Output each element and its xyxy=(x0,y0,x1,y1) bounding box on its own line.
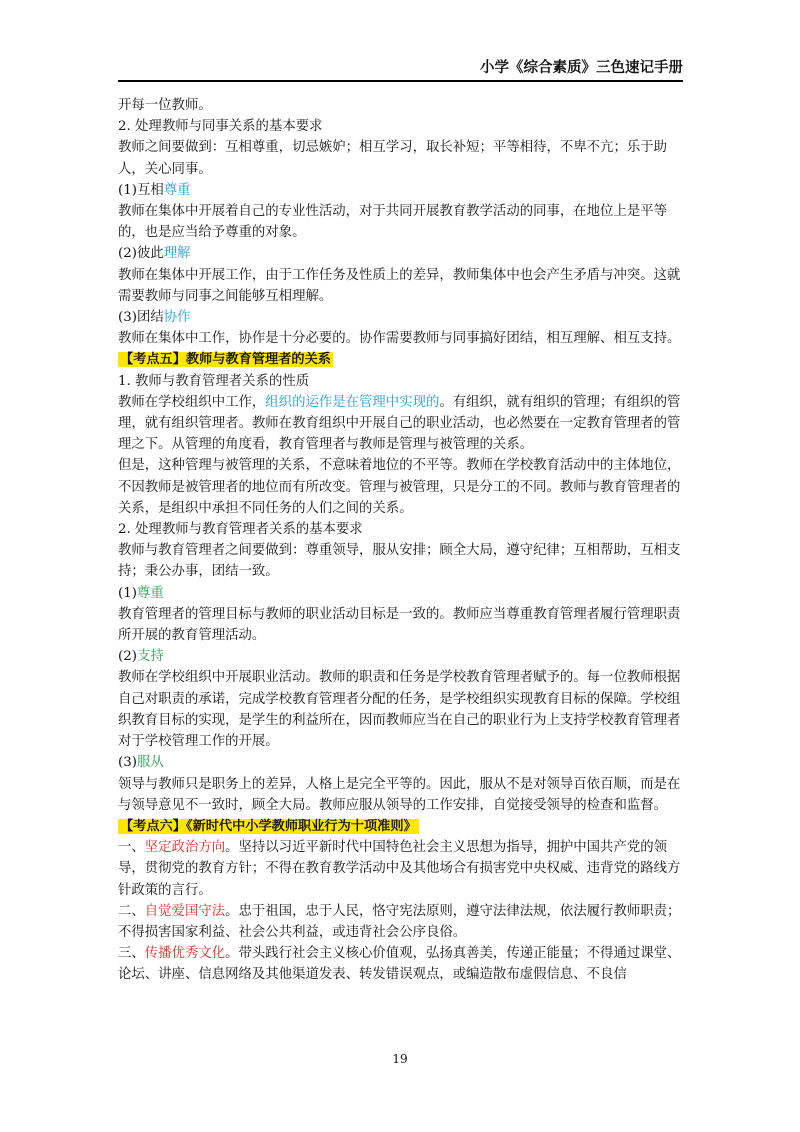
topic-heading xyxy=(118,816,684,837)
rule-item: 二、自觉爱国守法。忠于祖国，忠于人民，恪守宪法原则，遵守法律法规，依法履行教师职责；不得损害国家利益、社会公共利益，或违背社会公序良俗。 xyxy=(118,903,681,940)
keyword: 传播优秀文化 xyxy=(144,946,226,962)
header-title: 小学《综合素质》三色速记手册 xyxy=(480,60,683,76)
rule-item: 一、坚定政治方向。坚持以习近平新时代中国特色社会主义思想为指导，拥护中国共产党的领导，贯彻党的教育方针；不得在教育教学活动中及其他场合有损害党中央权威、违背党的路线方针政策的言行。 xyxy=(118,840,681,898)
topic-heading xyxy=(118,349,684,370)
keyword: 自觉爱国守法 xyxy=(144,903,226,919)
running-header xyxy=(118,58,683,82)
subheading: (2)支持 xyxy=(118,649,164,665)
paragraph: 领导与教师只是职务上的差异，人格上是完全平等的。因此，服从不是对领导百依百顺，而是在与领导意见不一致时，顾全大局。教师应服从领导的工作安排，自觉接受领导的检查和监督。 xyxy=(118,776,681,813)
subheading: (1)尊重 xyxy=(118,585,164,601)
keyword: 坚定政治方向 xyxy=(144,840,226,856)
subheading: (3)服从 xyxy=(118,755,164,771)
section-heading: 2. 处理教师与教育管理者关系的基本要求 xyxy=(118,522,363,538)
subheading: (1)互相尊重 xyxy=(118,182,191,198)
paragraph: 但是，这种管理与被管理的关系，不意味着地位的不平等。教师在学校教育活动中的主体地位，不因教师是被管理者的地位而有所改变。管理与被管理，只是分工的不同。教师与教育管理者的关系，是组织中承担不同任务的人们之间的关系。 xyxy=(118,458,681,516)
subheading: (3)团结协作 xyxy=(118,310,191,326)
keyword: 支持 xyxy=(136,649,164,665)
paragraph: 教师与教育管理者之间要做到：尊重领导，服从安排；顾全大局，遵守纪律；互相帮助，互相支持；秉公办事，团结一致。 xyxy=(118,543,681,580)
keyword: 理解 xyxy=(163,246,191,262)
keyword: 协作 xyxy=(163,310,191,326)
paragraph: 开每一位教师。 xyxy=(118,98,212,113)
paragraph: 教师在学校组织中工作，组织的运作是在管理中实现的。有组织，就有组织的管理；有组织的管理，就有组织管理者。教师在教育组织中开展自己的职业活动，也必然要在一定教育管理者的管理之下。从管理的角度看，教育管理者与教师是管理与被管理的关系。 xyxy=(118,394,681,453)
paragraph: 教师在集体中开展着自己的专业性活动，对于共同开展教育教学活动的同事，在地位上是平等的，也是应当给予尊重的对象。 xyxy=(118,204,668,241)
paragraph: 教师在集体中工作，协作是十分必要的。协作需要教师与同事搞好团结，相互理解、相互支持。 xyxy=(118,331,681,347)
rule-item: 三、传播优秀文化。带头践行社会主义核心价值观，弘扬真善美，传递正能量；不得通过课堂、论坛、讲座、信息网络及其他渠道发表、转发错误观点，或编造散布虚假信息、不良信 xyxy=(118,946,681,983)
page-body xyxy=(118,95,684,986)
keyword: 尊重 xyxy=(163,182,191,198)
keyword: 服从 xyxy=(136,755,164,771)
section-heading: 1. 教师与教育管理者关系的性质 xyxy=(118,373,310,389)
page-number: 19 xyxy=(392,1052,408,1066)
page-footer xyxy=(0,1052,800,1066)
section-heading: 2. 处理教师与同事关系的基本要求 xyxy=(118,119,323,135)
paragraph: 教师之间要做到：互相尊重，切忌嫉妒；相互学习，取长补短；平等相待，不卑不亢；乐于助人，关心同事。 xyxy=(118,140,668,177)
paragraph: 教育管理者的管理目标与教师的职业活动目标是一致的。教师应当尊重教育管理者履行管理职责所开展的教育管理活动。 xyxy=(118,606,681,644)
paragraph: 教师在学校组织中开展职业活动。教师的职责和任务是学校教育管理者赋予的。每一位教师根据自己对职责的承诺，完成学校教育管理者分配的任务，是学校组织实现教育目标的保障。学校组织教育目标的实现，是学生的利益所在，因而教师应当在自己的职业行为上支持学校教育管理者对于学校管理工作的开展。 xyxy=(118,670,681,750)
keyword: 组织的运作是在管理中实现的 xyxy=(265,394,440,410)
highlighted-heading: 【考点五】教师与教育管理者的关系 xyxy=(120,352,331,368)
highlighted-heading: 【考点六】《新时代中小学教师职业行为十项准则》 xyxy=(120,818,417,834)
paragraph: 教师在集体中开展工作，由于工作任务及性质上的差异，教师集体中也会产生矛盾与冲突。这就需要教师与同事之间能够互相理解。 xyxy=(118,267,681,304)
keyword: 尊重 xyxy=(136,585,164,601)
subheading: (2)彼此理解 xyxy=(118,246,191,262)
